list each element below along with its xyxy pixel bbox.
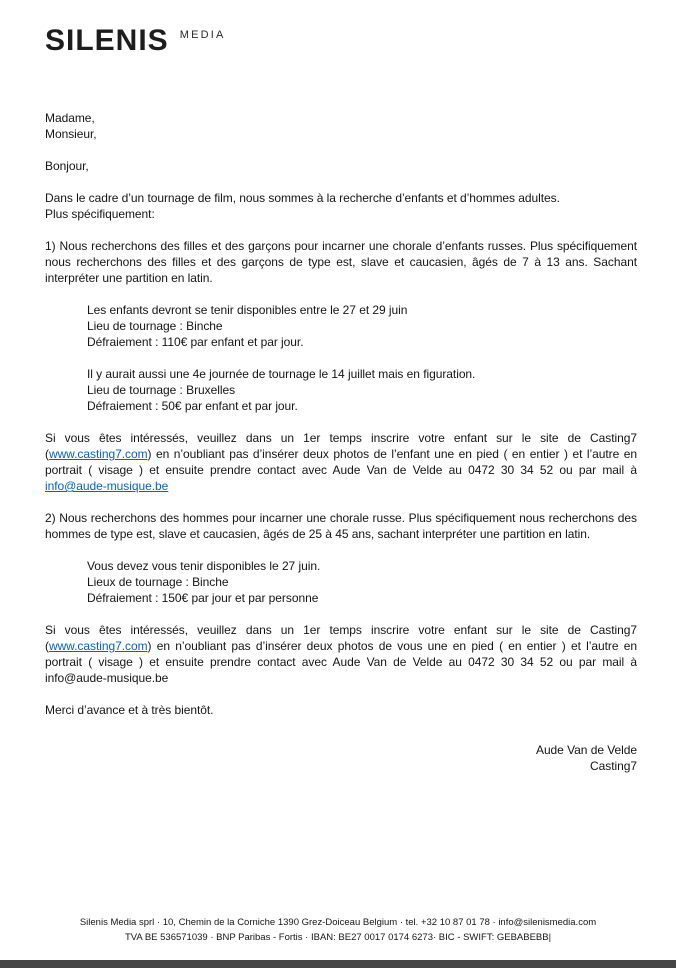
intro-line-2: Plus spécifiquement:	[45, 207, 155, 221]
letter-footer	[0, 915, 676, 945]
letter-body	[45, 110, 637, 774]
aude-musique-email-link[interactable]: info@aude-musique.be	[45, 479, 169, 493]
signature-company: Casting7	[590, 759, 637, 773]
bottom-border-bar	[0, 960, 676, 968]
extra-day-location: Lieu de tournage : Bruxelles	[87, 383, 236, 397]
extra-day-info: Il y aurait aussi une 4e journée de tournage le 14 juillet mais en figuration.	[87, 367, 476, 381]
silenis-media-logo	[45, 26, 226, 56]
greeting: Bonjour,	[45, 159, 89, 173]
section2-paragraph: 2) Nous recherchons des hommes pour incarner une chorale russe. Plus spécifiquement nous recherchons des hommes de type est, slave et caucasien, âgés de 25 à 45 ans, sachant interpréter une partition en latin.	[45, 511, 637, 541]
intro-paragraph	[45, 190, 637, 222]
schedule2-compensation: Défraiement : 150€ par jour et par personne	[87, 591, 319, 605]
contact2-text-before-link: Si vous êtes intéressés, veuillez dans un 1er temps inscrire votre enfant sur le site de Casting7 (	[45, 623, 637, 653]
contact1-text-before-link: Si vous êtes intéressés, veuillez dans un 1er temps inscrire votre enfant sur le site de Casting7 (	[45, 431, 637, 461]
salutation-block	[45, 110, 637, 142]
section1-paragraph: 1) Nous recherchons des filles et des garçons pour incarner une chorale d’enfants russes. Plus spécifiquement nous recherchons des filles et des garçons de type est, slave et caucasien, âgés de 7 à 13 ans. Sachant interpréter une partition en latin.	[45, 239, 637, 285]
section2-schedule	[45, 558, 637, 606]
signature-block	[45, 742, 637, 774]
schedule-location: Lieu de tournage : Binche	[87, 319, 223, 333]
section2-contact-paragraph	[45, 622, 637, 686]
section1-schedule	[45, 302, 637, 350]
salutation-monsieur: Monsieur,	[45, 127, 97, 141]
intro-line-1: Dans le cadre d’un tournage de film, nous sommes à la recherche d’enfants et d’hommes adultes.	[45, 191, 560, 205]
contact1-text-middle: ) en n’oubliant pas d’insérer deux photos de l’enfant une en pied ( en entier ) et l’autre en portrait ( visage ) et ensuite prendre contact avec Aude Van de Velde au 0472 30 34 52 ou par mail à	[45, 447, 637, 477]
footer-bank-line: TVA BE 536571039 · BNP Paribas - Fortis · IBAN: BE27 0017 0174 6273· BIC - SWIFT: GEBABEBB|	[124, 932, 552, 943]
footer-company-line: Silenis Media sprl · 10, Chemin de la Corniche 1390 Grez-Doiceau Belgium · tel. +32 10 87 01 78 · info@silenismedia.com	[79, 917, 597, 928]
salutation-madame: Madame,	[45, 111, 95, 125]
logo-wordmark: SILENIS	[45, 24, 169, 57]
logo-tagline: MEDIA	[179, 29, 226, 41]
schedule2-location: Lieux de tournage : Binche	[87, 575, 229, 589]
casting7-website-link-2[interactable]: www.casting7.com	[48, 639, 148, 653]
schedule-compensation: Défraiement : 110€ par enfant et par jour.	[87, 335, 304, 349]
closing-line: Merci d’avance et à très bientôt.	[45, 703, 214, 717]
section1-extra-day	[45, 366, 637, 414]
extra-day-compensation: Défraiement : 50€ par enfant et par jour.	[87, 399, 298, 413]
contact2-text-after-link: ) en n’oubliant pas d’insérer deux photos de vous une en pied ( en entier ) et l’autre en portrait ( visage ) et ensuite prendre contact avec Aude Van de Velde au 0472 30 34 52 ou par mail à info@aude-musique.be	[45, 639, 637, 685]
schedule-availability: Les enfants devront se tenir disponibles entre le 27 et 29 juin	[87, 303, 408, 317]
casting7-website-link[interactable]: www.casting7.com	[48, 447, 148, 461]
section1-contact-paragraph	[45, 430, 637, 494]
schedule2-availability: Vous devez vous tenir disponibles le 27 juin.	[87, 559, 321, 573]
signature-name: Aude Van de Velde	[535, 743, 637, 757]
